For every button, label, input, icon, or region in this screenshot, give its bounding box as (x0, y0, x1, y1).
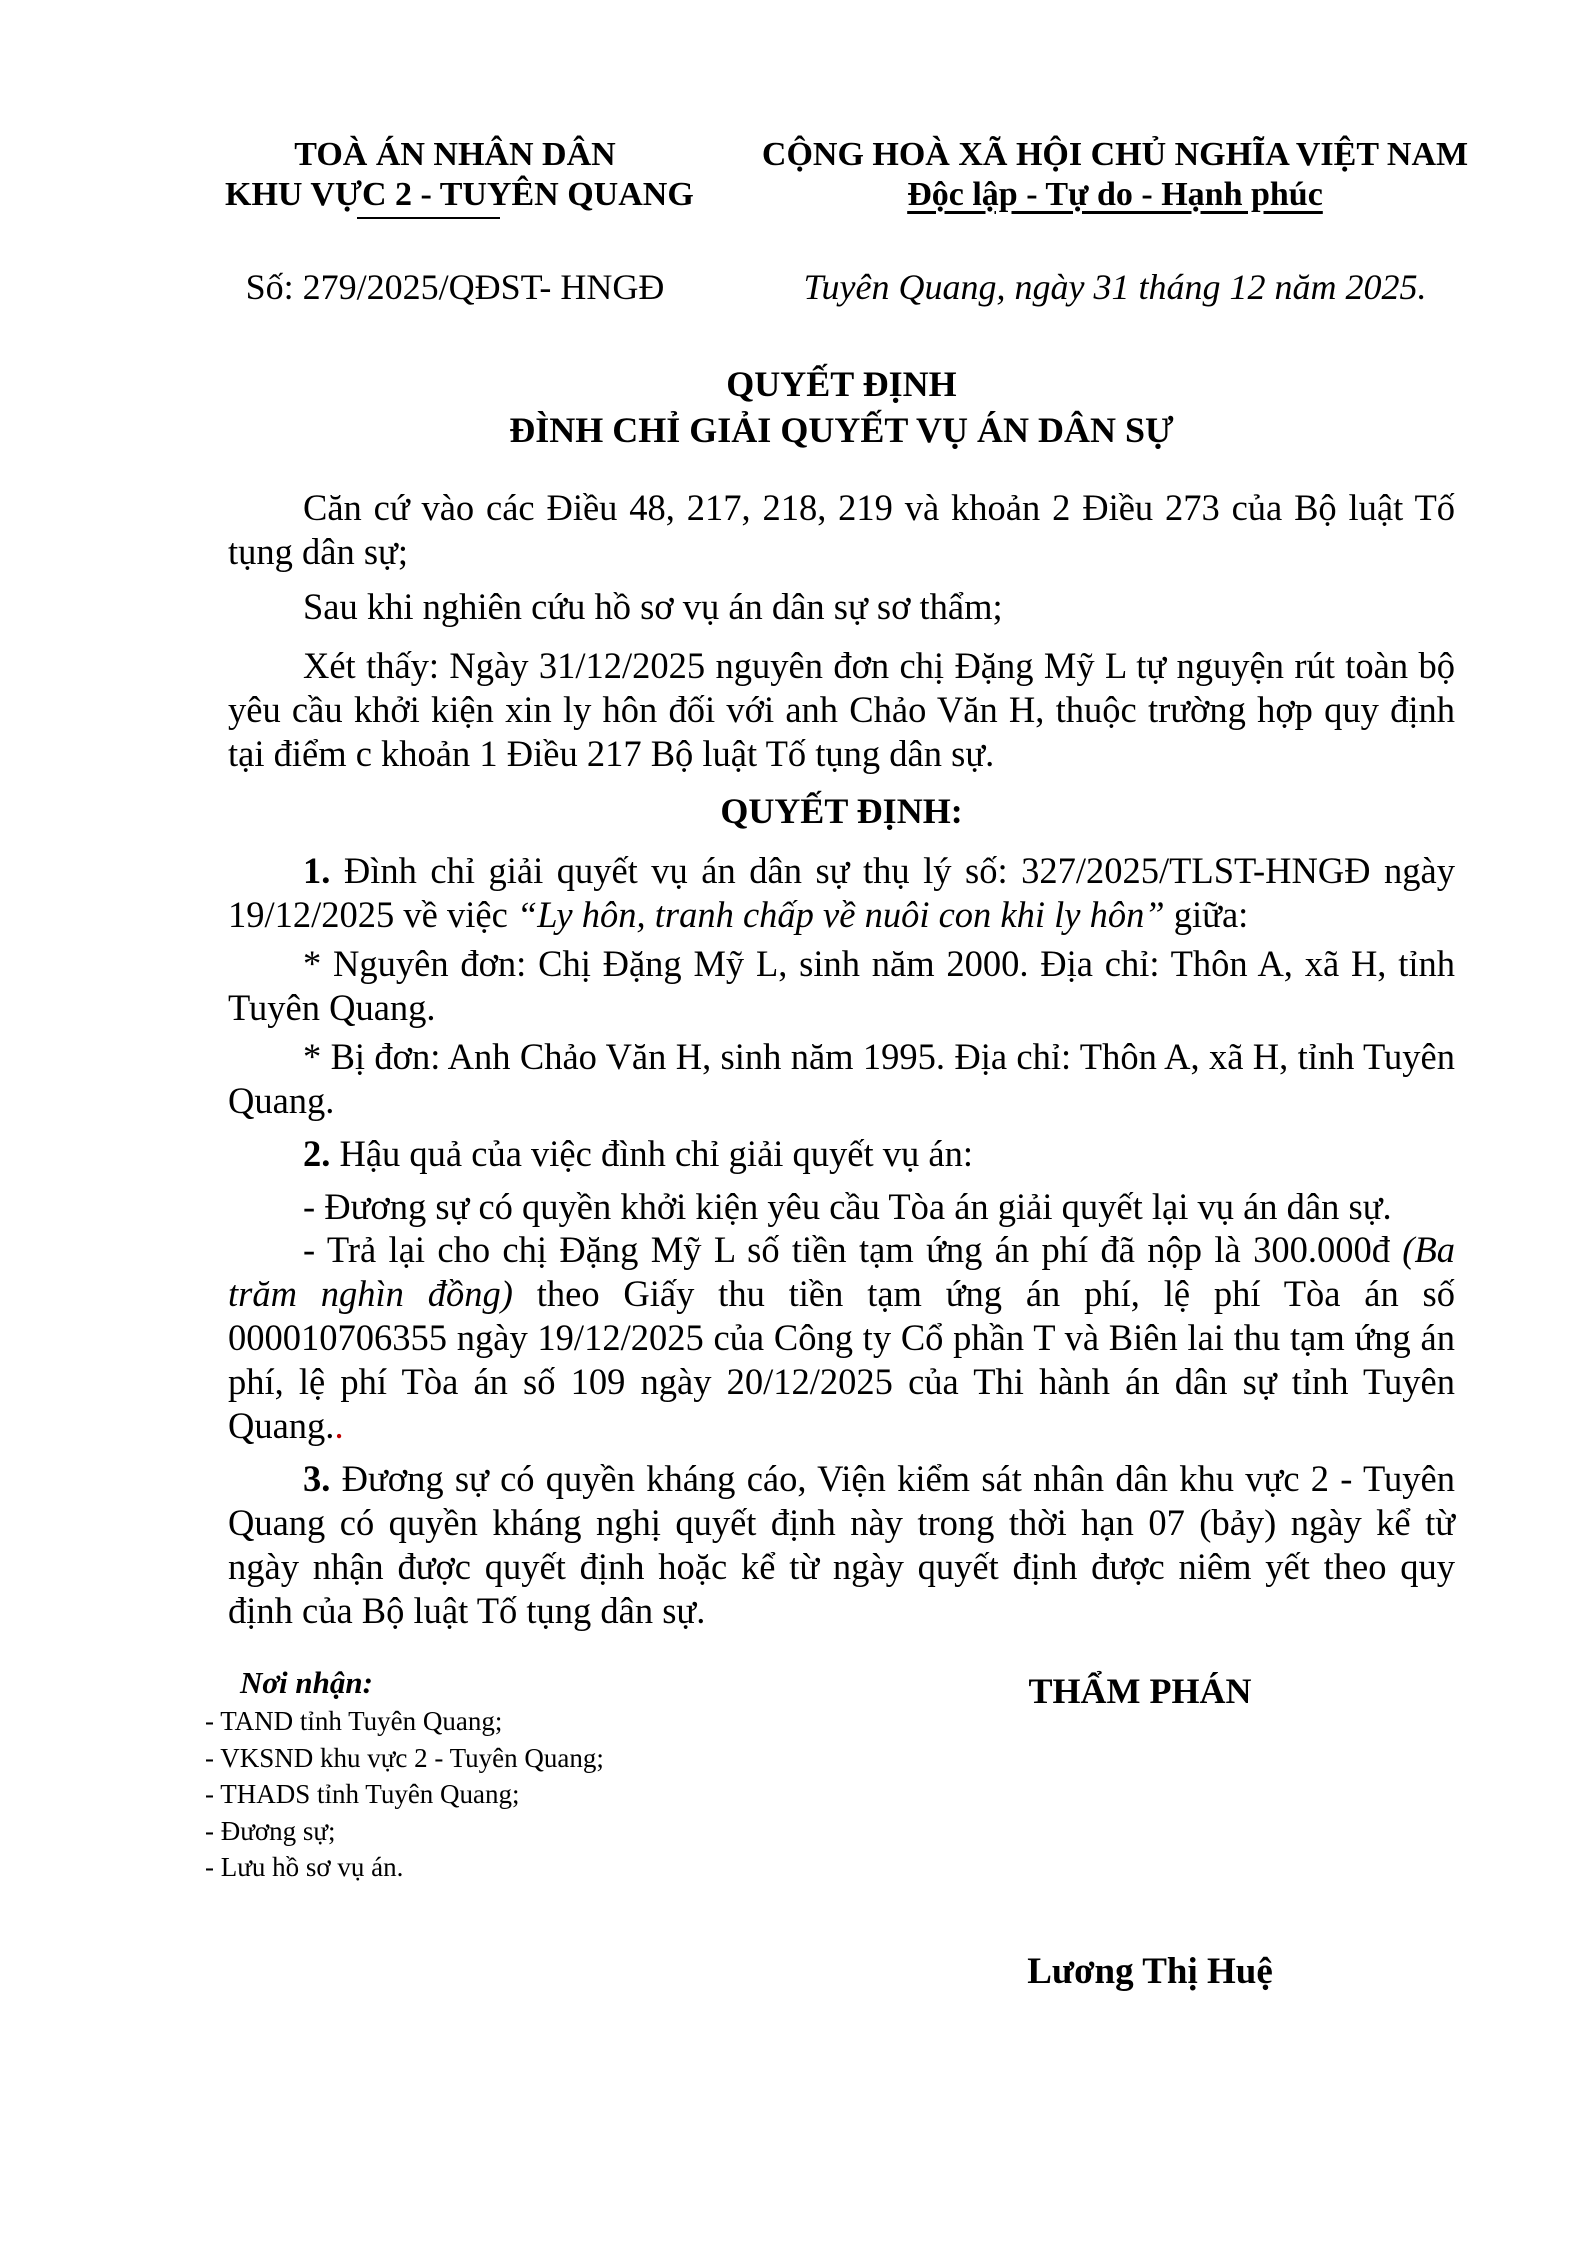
paragraph-line (228, 1360, 1455, 1404)
paragraph-line (228, 530, 1455, 574)
recipient-item: - VKSND khu vực 2 - Tuyên Quang; (205, 1742, 604, 1773)
document-number: Số: 279/2025/QĐST- HNGĐ (245, 267, 665, 307)
recipient-item: - Lưu hồ sơ vụ án. (205, 1852, 404, 1882)
national-header (735, 135, 1495, 215)
text-segment: Hậu quả của việc đình chỉ giải quyết vụ án: (330, 1133, 973, 1174)
paragraph-findings (228, 644, 1455, 776)
recipient-item: - Đương sự; (205, 1815, 336, 1846)
paragraph-line (228, 1404, 1455, 1448)
text-segment: Tuyên Quang. (228, 987, 436, 1028)
item-number: 3. (303, 1458, 331, 1499)
text-segment: ngày nhận được quyết định hoặc kể từ ngày quyết định được niêm yết theo quy (228, 1546, 1455, 1587)
paragraph-line (228, 644, 1455, 688)
paragraph-consequence-1 (228, 1185, 1455, 1229)
paragraph-item-3 (228, 1457, 1455, 1633)
paragraph-line (228, 942, 1455, 986)
court-name: TOÀ ÁN NHÂN DÂN (294, 136, 616, 173)
title-line-1: QUYẾT ĐỊNH (726, 364, 957, 404)
text-segment: Sau khi nghiên cứu hồ sơ vụ án dân sự sơ thẩm; (303, 586, 1003, 627)
decision-heading: QUYẾT ĐỊNH: (720, 791, 963, 831)
title-line-2: ĐÌNH CHỈ GIẢI QUYẾT VỤ ÁN DÂN SỰ (509, 410, 1174, 450)
paragraph-line (228, 1079, 1455, 1123)
paragraph-line (228, 1132, 1455, 1176)
paragraph-line (228, 1457, 1455, 1501)
paragraph-line (228, 986, 1455, 1030)
nation-name: CỘNG HOÀ XÃ HỘI CHỦ NGHĨA VIỆT NAM (761, 136, 1469, 173)
italic-text: (Ba (1402, 1229, 1455, 1270)
paragraph-line (228, 1316, 1455, 1360)
item-number: 2. (303, 1133, 331, 1174)
text-segment: 000010706355 ngày 19/12/2025 của Công ty Cổ phần T và Biên lai thu tạm ứng án (228, 1317, 1455, 1358)
paragraph-defendant (228, 1035, 1455, 1123)
recipients-title: Nơi nhận: (240, 1665, 373, 1700)
paragraph-after-review (228, 585, 1455, 629)
paragraph-item-1 (228, 849, 1455, 937)
paragraph-line (228, 486, 1455, 530)
signer-title: THẨM PHÁN (1028, 1671, 1252, 1711)
text-segment: tụng dân sự; (228, 531, 408, 572)
text-segment: - Trả lại cho chị Đặng Mỹ L số tiền tạm ứng án phí đã nộp là 300.000đ (303, 1229, 1403, 1270)
document-title (228, 361, 1455, 453)
text-segment: Xét thấy: Ngày 31/12/2025 nguyên đơn chị Đặng Mỹ L tự nguyện rút toàn bộ (303, 645, 1455, 686)
paragraph-line (228, 893, 1455, 937)
text-segment: tại điểm c khoản 1 Điều 217 Bộ luật Tố tụng dân sự. (228, 733, 995, 774)
signer-name: Lương Thị Huệ (1027, 1951, 1273, 1992)
place-date: Tuyên Quang, ngày 31 tháng 12 năm 2025. (803, 267, 1427, 307)
italic-text: “Ly hôn, tranh chấp về nuôi con khi ly hôn” (516, 894, 1165, 935)
text-segment: yêu cầu khởi kiện xin ly hôn đối với anh Chảo Văn H, thuộc trường hợp quy định (228, 689, 1455, 730)
court-header (225, 135, 694, 215)
text-segment: * Nguyên đơn: Chị Đặng Mỹ L, sinh năm 2000. Địa chỉ: Thôn A, xã H, tỉnh (303, 943, 1455, 984)
recipient-item: - TAND tỉnh Tuyên Quang; (205, 1706, 503, 1736)
recipient-item: - THADS tỉnh Tuyên Quang; (205, 1779, 520, 1809)
italic-text: trăm nghìn đồng) (228, 1273, 513, 1314)
text-segment: Đình chỉ giải quyết vụ án dân sự thụ lý số: 327/2025/TLST-HNGĐ ngày (330, 850, 1455, 891)
paragraph-line (228, 1545, 1455, 1589)
paragraph-plaintiff (228, 942, 1455, 1030)
recipients-list (205, 1703, 604, 1886)
header-divider (357, 217, 500, 219)
text-segment: * Bị đơn: Anh Chảo Văn H, sinh năm 1995. Địa chỉ: Thôn A, xã H, tỉnh Tuyên (303, 1036, 1455, 1077)
court-region: KHU VỰC 2 - TUYÊN QUANG (225, 176, 694, 213)
paragraph-line (228, 688, 1455, 732)
paragraph-line (228, 1589, 1455, 1633)
text-segment: Quang. (228, 1405, 335, 1446)
text-segment: theo Giấy thu tiền tạm ứng án phí, lệ phí Tòa án số (512, 1273, 1456, 1314)
text-segment: phí, lệ phí Tòa án số 109 ngày 20/12/2025 của Thi hành án dân sự tỉnh Tuyên (228, 1361, 1455, 1402)
text-segment: định của Bộ luật Tố tụng dân sự. (228, 1590, 706, 1631)
text-segment: . (334, 1405, 344, 1446)
paragraph-consequence-2 (228, 1228, 1455, 1448)
text-segment: 19/12/2025 về việc (228, 894, 517, 935)
paragraph-line (228, 732, 1455, 776)
paragraph-line (228, 849, 1455, 893)
paragraph-line (228, 1035, 1455, 1079)
national-motto: Độc lập - Tự do - Hạnh phúc (907, 176, 1323, 213)
paragraph-line (228, 1228, 1455, 1272)
text-segment: giữa: (1164, 894, 1249, 935)
paragraph-line (228, 1501, 1455, 1545)
text-segment: - Đương sự có quyền khởi kiện yêu cầu Tòa án giải quyết lại vụ án dân sự. (303, 1186, 1392, 1227)
paragraph-line (228, 585, 1455, 629)
text-segment: Căn cứ vào các Điều 48, 217, 218, 219 và khoản 2 Điều 273 của Bộ luật Tố (303, 487, 1455, 528)
paragraph-line (228, 1185, 1455, 1229)
text-segment: Quang. (228, 1080, 335, 1121)
paragraph-item-2 (228, 1132, 1455, 1176)
text-segment: Đương sự có quyền kháng cáo, Viện kiểm sát nhân dân khu vực 2 - Tuyên (330, 1458, 1455, 1499)
text-segment: Quang có quyền kháng nghị quyết định này trong thời hạn 07 (bảy) ngày kể từ (228, 1502, 1455, 1543)
paragraph-legal-basis (228, 486, 1455, 574)
item-number: 1. (303, 850, 331, 891)
paragraph-line (228, 1272, 1455, 1316)
